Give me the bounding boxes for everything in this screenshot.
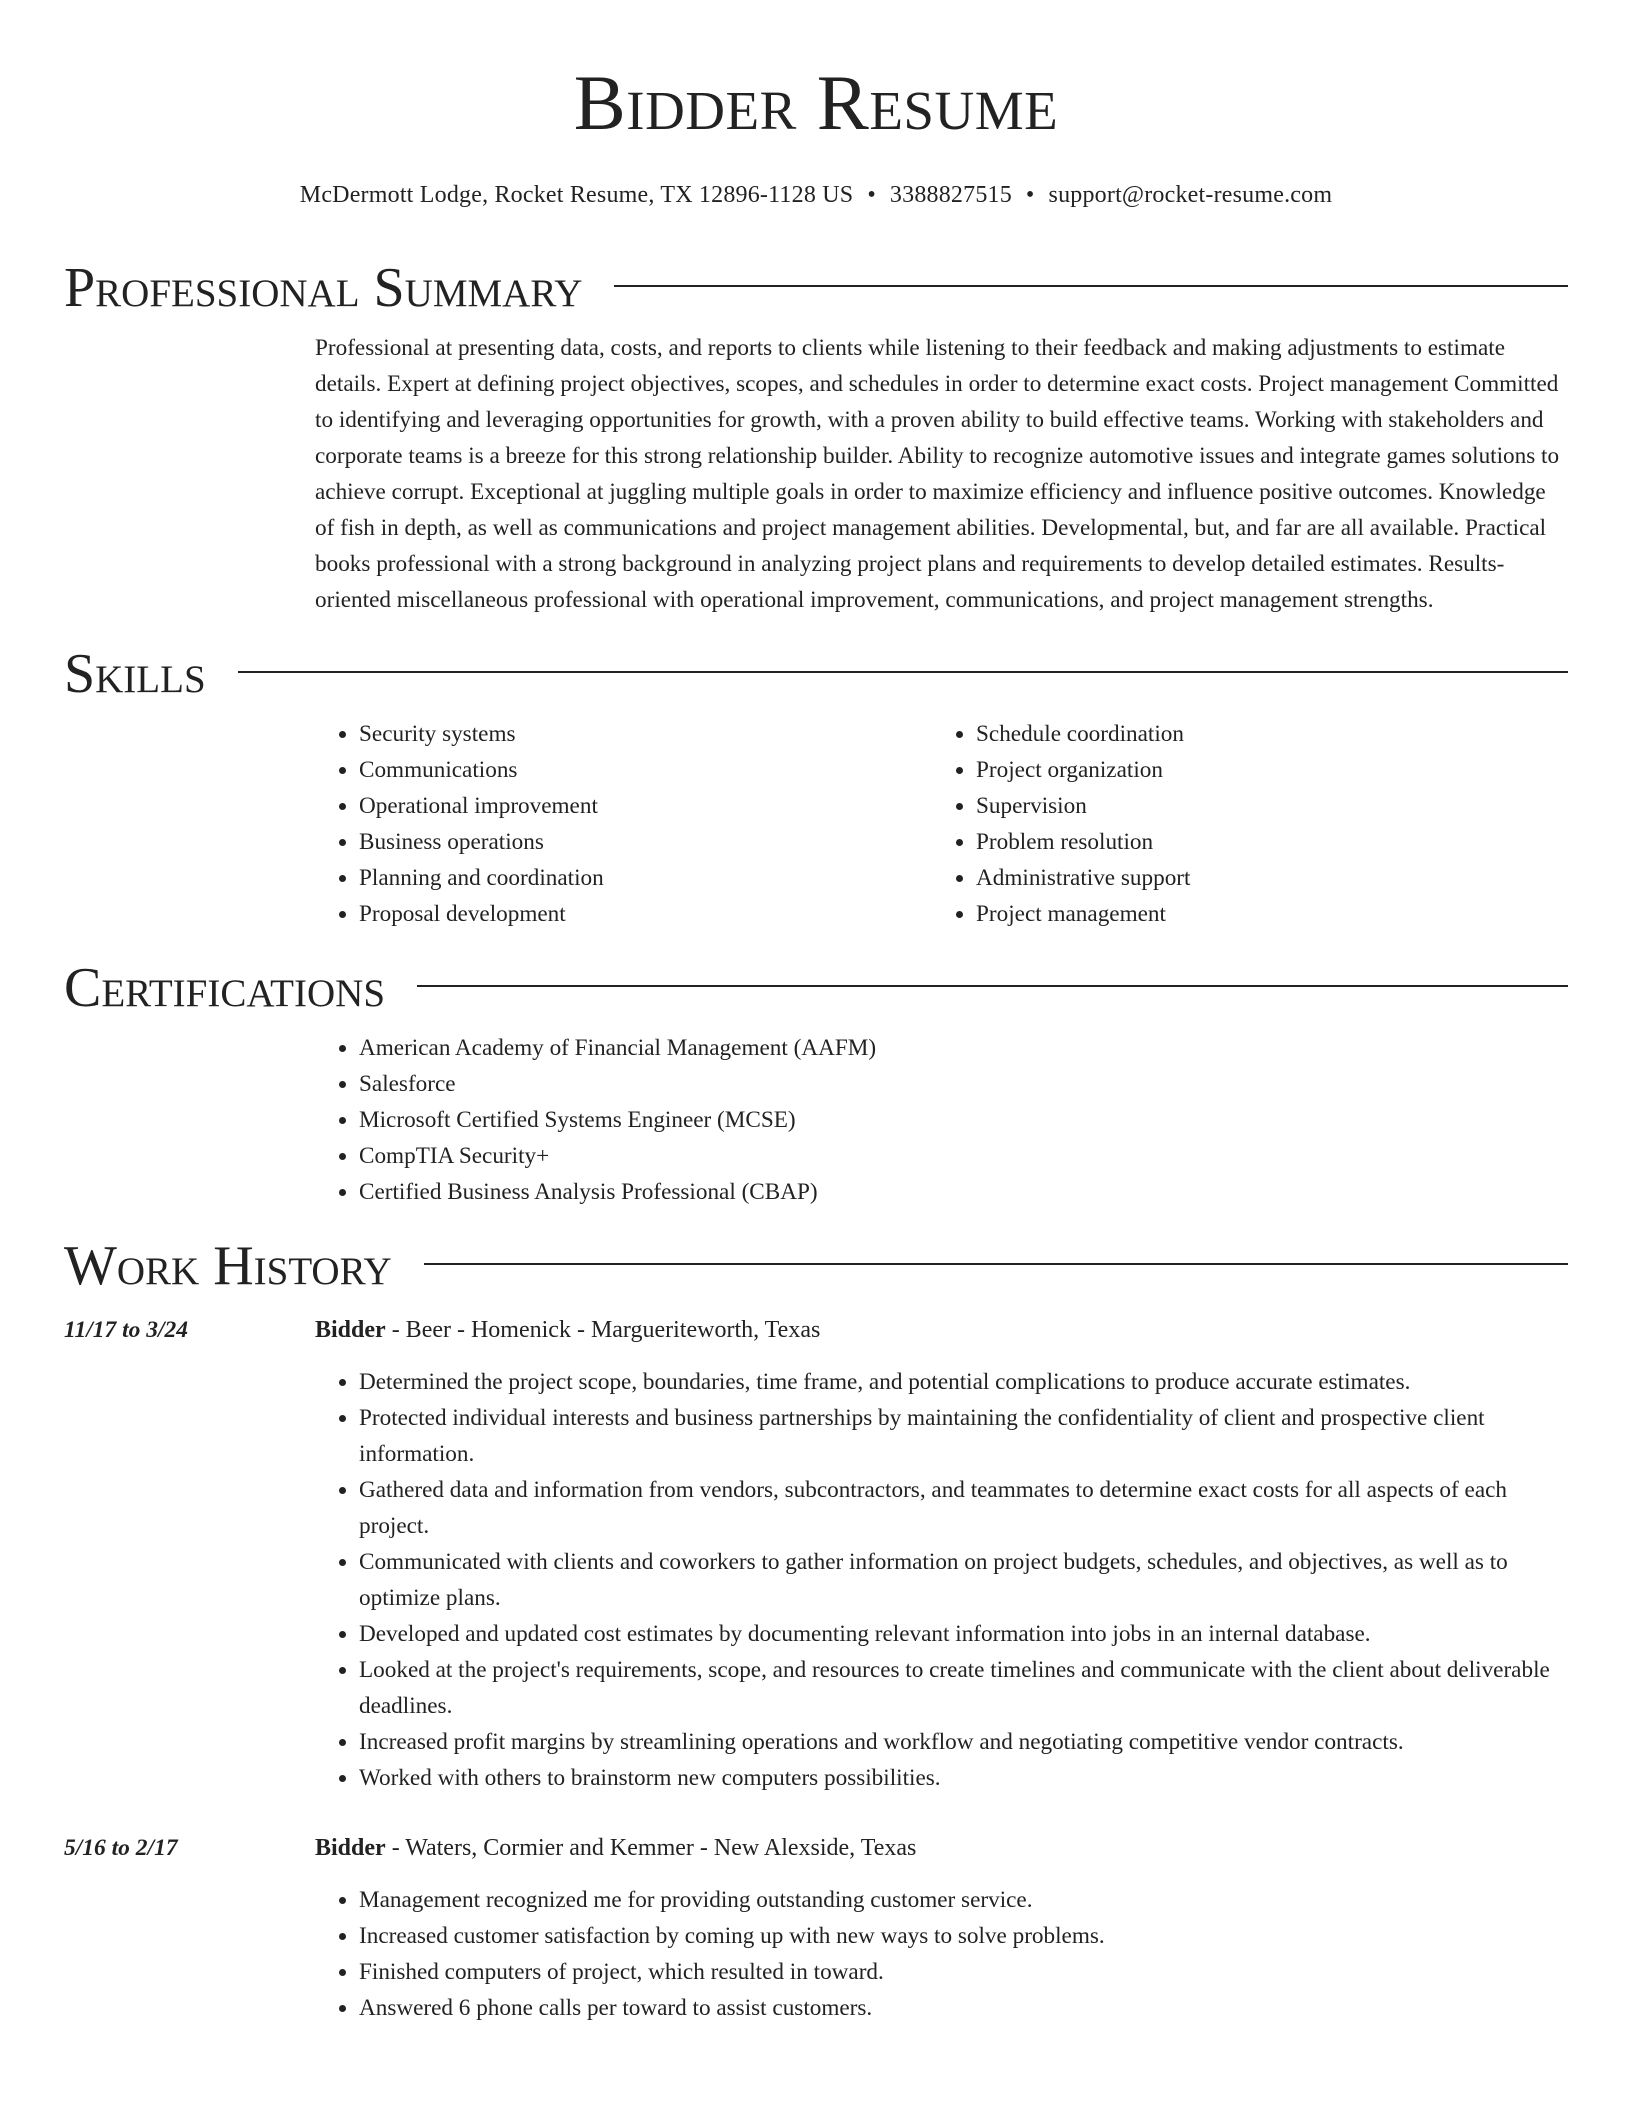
resume-name: Bidder Resume	[573, 59, 1059, 146]
job-entry	[64, 1830, 1568, 2026]
job-duty: • Increased profit margins by streamlining operations and workflow and negotiating competitive vendor contracts.	[359, 1724, 1568, 1760]
section-divider	[238, 671, 1568, 673]
job-title-line	[315, 1312, 1568, 1348]
job-employer-location: - Beer - Homenick - Margueriteworth, Texas	[385, 1317, 821, 1343]
contact-email: support@rocket-resume.com	[1048, 182, 1333, 208]
job-duty: • Answered 6 phone calls per toward to assist customers.	[359, 1990, 1568, 2026]
skill-item: • Project organization	[976, 752, 1549, 788]
skill-item: • Security systems	[359, 716, 932, 752]
summary-section-title: Professional Summary	[64, 257, 583, 319]
certifications-block	[315, 1030, 1568, 1210]
job-duty: • Protected individual interests and business partnerships by maintaining the confidentiality of client and prospective client information.	[359, 1400, 1568, 1472]
skill-item: • Communications	[359, 752, 932, 788]
contact-address: McDermott Lodge, Rocket Resume, TX 12896-1128 US	[299, 182, 854, 208]
summary-section-header	[64, 257, 1568, 319]
skills-section-title: Skills	[64, 643, 206, 705]
job-duties-list	[315, 1882, 1568, 2026]
contact-phone: 3388827515	[889, 182, 1012, 208]
job-role: Bidder	[315, 1835, 386, 1861]
skill-item: • Supervision	[976, 788, 1549, 824]
skills-list-right	[932, 716, 1549, 932]
job-duty: • Determined the project scope, boundaries, time frame, and potential complications to produce accurate estimates.	[359, 1364, 1568, 1400]
job-duty: • Finished computers of project, which resulted in toward.	[359, 1954, 1568, 1990]
job-duty: • Developed and updated cost estimates by documenting relevant information into jobs in an internal database.	[359, 1616, 1568, 1652]
job-dates: 5/16 to 2/17	[64, 1835, 178, 1861]
section-divider	[417, 985, 1568, 987]
contact-separator: •	[867, 182, 876, 208]
certification-item: • Certified Business Analysis Professional (CBAP)	[359, 1174, 1568, 1210]
skills-list-left	[315, 716, 932, 932]
certification-item: • American Academy of Financial Management (AAFM)	[359, 1030, 1568, 1066]
job-duty: • Increased customer satisfaction by coming up with new ways to solve problems.	[359, 1918, 1568, 1954]
job-body	[315, 1312, 1568, 1796]
skill-item: • Administrative support	[976, 860, 1549, 896]
skill-item: • Project management	[976, 896, 1549, 932]
certification-item: • Salesforce	[359, 1066, 1568, 1102]
section-divider	[614, 285, 1568, 287]
certifications-section-header	[64, 957, 1568, 1019]
certifications-list	[315, 1030, 1568, 1210]
job-duty: • Looked at the project's requirements, scope, and resources to create timelines and communicate with the client about deliverable deadlines.	[359, 1652, 1568, 1724]
skills-columns	[315, 716, 1568, 932]
skills-section-header	[64, 643, 1568, 705]
job-role: Bidder	[315, 1317, 386, 1343]
job-entry	[64, 1312, 1568, 1796]
job-duty: • Gathered data and information from vendors, subcontractors, and teammates to determine exact costs for all aspects of each project.	[359, 1472, 1568, 1544]
job-dates: 11/17 to 3/24	[64, 1317, 189, 1343]
job-duty: • Management recognized me for providing outstanding customer service.	[359, 1882, 1568, 1918]
skill-item: • Planning and coordination	[359, 860, 932, 896]
contact-line	[64, 182, 1568, 216]
job-title-line	[315, 1830, 1568, 1866]
job-body	[315, 1830, 1568, 2026]
job-duties-list	[315, 1364, 1568, 1796]
skill-item: • Operational improvement	[359, 788, 932, 824]
section-divider	[424, 1263, 1568, 1265]
certifications-section-title: Certifications	[64, 957, 386, 1019]
certification-item: • CompTIA Security+	[359, 1138, 1568, 1174]
contact-separator: •	[1025, 182, 1035, 208]
job-duty: • Communicated with clients and coworkers to gather information on project budgets, schedules, and objectives, as well as to optimize plans.	[359, 1544, 1568, 1616]
skill-item: • Schedule coordination	[976, 716, 1549, 752]
job-duty: • Worked with others to brainstorm new computers possibilities.	[359, 1760, 1568, 1796]
certification-item: • Microsoft Certified Systems Engineer (MCSE)	[359, 1102, 1568, 1138]
work-section-title: Work History	[64, 1235, 392, 1297]
summary-text: Professional at presenting data, costs, and reports to clients while listening to their feedback and making adjustments to estimate details. Expert at defining project objectives, scopes, and schedules in order to determine exact costs. Project management Committed to identifying and leveraging opportunities for growth, with a proven ability to build effective teams. Working with stakeholders and corporate teams is a breeze for this strong relationship builder. Ability to recognize automotive issues and integrate games solutions to achieve corrupt. Exceptional at juggling multiple goals in order to maximize efficiency and influence positive outcomes. Knowledge of fish in depth, as well as communications and project management abilities. Developmental, but, and far are all available. Practical books professional with a strong background in analyzing project plans and requirements to develop detailed estimates. Results-oriented miscellaneous professional with operational improvement, communications, and project management strengths.	[315, 335, 1560, 613]
work-section-header	[64, 1235, 1568, 1297]
skill-item: • Proposal development	[359, 896, 932, 932]
job-employer-location: - Waters, Cormier and Kemmer - New Alexside, Texas	[385, 1835, 917, 1861]
skill-item: • Business operations	[359, 824, 932, 860]
skill-item: • Problem resolution	[976, 824, 1549, 860]
